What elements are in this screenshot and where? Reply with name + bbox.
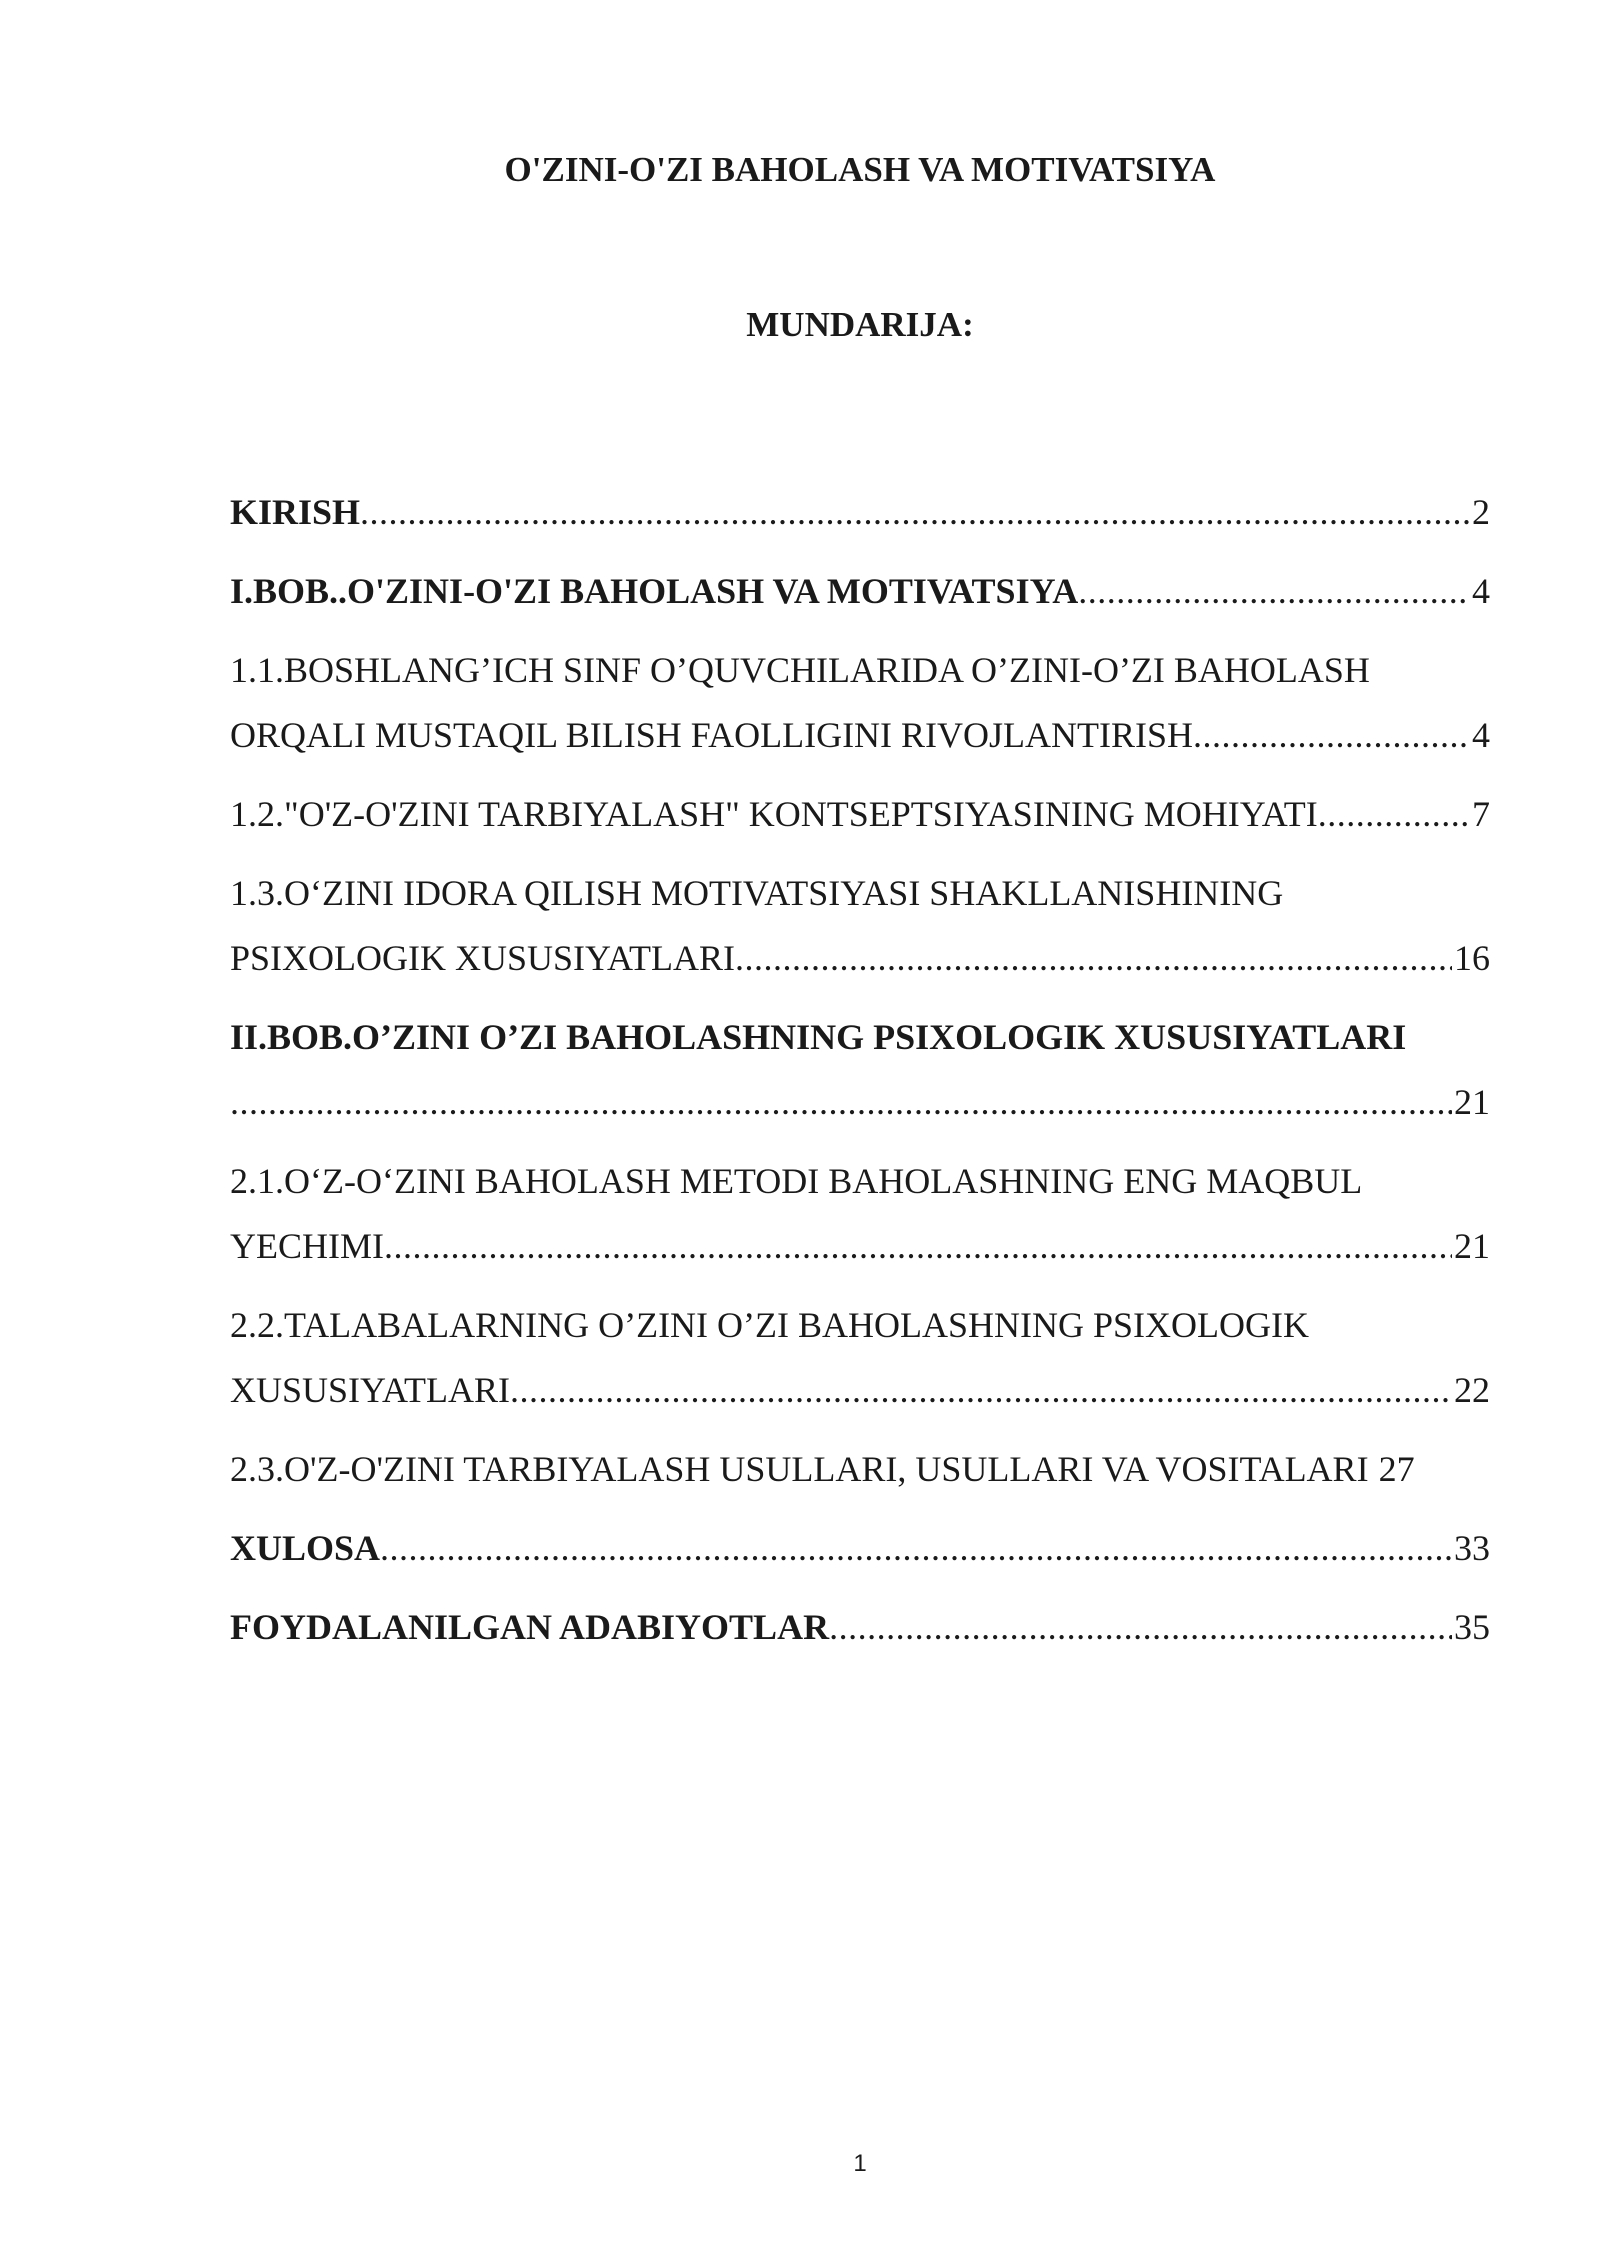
toc-entry-label: I.BOB..O'ZINI-O'ZI BAHOLASH VA MOTIVATSIYA <box>230 571 1079 611</box>
toc-entry-kirish[interactable] <box>230 480 1490 545</box>
dot-leader <box>384 1214 1452 1279</box>
toc-entry-label-cont: XUSUSIYATLARI <box>230 1370 511 1410</box>
toc-entry-adabiyotlar[interactable] <box>230 1595 1490 1660</box>
toc-page-number: 16 <box>1454 938 1490 978</box>
dot-leader <box>829 1595 1452 1660</box>
toc-entry-label-cont: ORQALI MUSTAQIL BILISH FAOLLIGINI RIVOJLANTIRISH <box>230 715 1194 755</box>
toc-entry-label: II.BOB.O’ZINI O’ZI BAHOLASHNING PSIXOLOGIK XUSUSIYATLARI <box>230 1017 1407 1057</box>
dot-leader <box>1193 703 1470 768</box>
toc-entry-1-2[interactable] <box>230 782 1490 847</box>
toc-entry-2-3[interactable] <box>230 1437 1490 1502</box>
toc-entry-label: 2.2.TALABALARNING O’ZINI O’ZI BAHOLASHNING PSIXOLOGIK <box>230 1305 1309 1345</box>
document-title: O'ZINI-O'ZI BAHOLASH VA MOTIVATSIYA <box>504 150 1216 189</box>
toc-entry-label: FOYDALANILGAN ADABIYOTLAR <box>230 1607 830 1647</box>
toc-entry-label: 2.1.O‘Z-O‘ZINI BAHOLASH METODI BAHOLASHNING ENG MAQBUL <box>230 1161 1363 1201</box>
table-of-contents <box>230 480 1490 1674</box>
dot-leader <box>510 1358 1452 1423</box>
dot-leader <box>735 926 1452 991</box>
toc-entry-2-2[interactable] <box>230 1293 1490 1423</box>
toc-entry-label: 1.3.O‘ZINI IDORA QILISH MOTIVATSIYASI SHAKLLANISHINING <box>230 873 1284 913</box>
toc-entry-label: 2.3.O'Z-O'ZINI TARBIYALASH USULLARI, USULLARI VA VOSITALARI <box>230 1449 1369 1489</box>
dot-leader <box>360 480 1470 545</box>
toc-page-number: 33 <box>1454 1528 1490 1568</box>
toc-page-number: 2 <box>1472 492 1490 532</box>
toc-entry-2-1[interactable] <box>230 1149 1490 1279</box>
toc-page-number: 4 <box>1472 715 1490 755</box>
toc-entry-bob-1[interactable] <box>230 559 1490 624</box>
toc-page-number: 7 <box>1472 794 1490 834</box>
toc-heading: MUNDARIJA: <box>746 305 974 344</box>
toc-entry-label-cont: PSIXOLOGIK XUSUSIYATLARI <box>230 938 736 978</box>
toc-entry-label: 1.1.BOSHLANG’ICH SINF O’QUVCHILARIDA O’ZINI-O’ZI BAHOLASH <box>230 650 1370 690</box>
toc-entry-label: 1.2."O'Z-O'ZINI TARBIYALASH" KONTSEPTSIYASINING MOHIYATI <box>230 794 1318 834</box>
page-number: 1 <box>853 2150 867 2177</box>
toc-entry-1-3[interactable] <box>230 861 1490 991</box>
toc-entry-1-1[interactable] <box>230 638 1490 768</box>
dot-leader <box>380 1516 1452 1581</box>
toc-entry-label: XULOSA <box>230 1528 381 1568</box>
dot-leader <box>1318 782 1470 847</box>
toc-page-number: 22 <box>1454 1370 1490 1410</box>
toc-entry-bob-2[interactable] <box>230 1005 1490 1135</box>
toc-entry-label: KIRISH <box>230 492 361 532</box>
toc-page-number: 4 <box>1472 571 1490 611</box>
toc-page-number: 35 <box>1454 1607 1490 1647</box>
toc-entry-xulosa[interactable] <box>230 1516 1490 1581</box>
toc-page-number: 21 <box>1454 1226 1490 1266</box>
toc-page-number: 27 <box>1378 1449 1415 1489</box>
toc-page-number: 21 <box>1454 1082 1490 1122</box>
dot-leader <box>1078 559 1470 624</box>
toc-entry-label-cont: YECHIMI <box>230 1226 384 1266</box>
dot-leader <box>230 1070 1452 1135</box>
